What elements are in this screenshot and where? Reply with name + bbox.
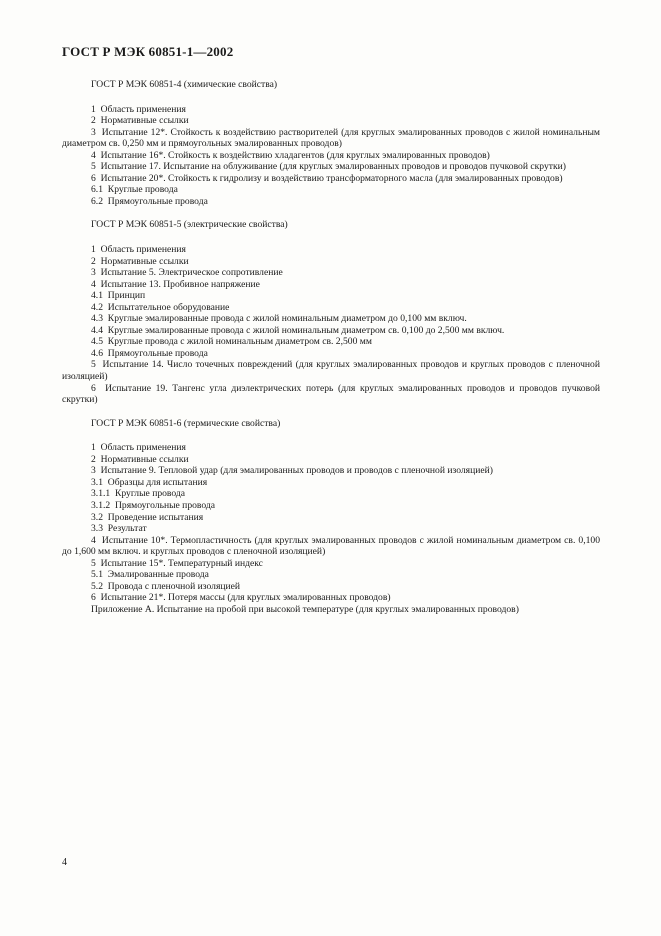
list-item: 2 Нормативные ссылки — [91, 453, 189, 465]
section-title: ГОСТ Р МЭК 60851-5 (электрические свойства) — [91, 219, 288, 231]
list-item: 4.4 Круглые эмалированные провода с жилой номинальным диаметром св. 0,100 до 2,500 мм включ. — [91, 324, 505, 336]
list-item: 6.2 Прямоугольные провода — [91, 195, 208, 207]
list-item: 3 Испытание 9. Тепловой удар (для эмалированных проводов и проводов с пленочной изоляцией) — [91, 465, 493, 477]
list-item: 5 Испытание 14. Число точечных повреждений (для круглых эмалированных проводов и круглых проводов с пленочной изоляцией) — [62, 359, 603, 383]
list-item: 4 Испытание 13. Пробивное напряжение — [91, 278, 260, 290]
list-item: 4 Испытание 10*. Термопластичность (для круглых эмалированных проводов с жилой номинальным диаметром св. 0,100 до 1,600 мм включ. и круглых проводов с пленочной изоляцией) — [62, 534, 603, 558]
list-item: 5 Испытание 15*. Температурный индекс — [91, 557, 263, 569]
list-item: 2 Нормативные ссылки — [91, 115, 189, 127]
section-title: ГОСТ Р МЭК 60851-6 (термические свойства) — [91, 417, 281, 429]
document-header: ГОСТ Р МЭК 60851-1—2002 — [62, 44, 234, 59]
list-item: 4.5 Круглые провода с жилой номинальным диаметром св. 2,500 мм — [91, 336, 372, 348]
list-item: 6.1 Круглые провода — [91, 184, 178, 196]
list-item: 3.3 Результат — [91, 523, 147, 535]
list-item: 5.2 Провода с пленочной изоляцией — [91, 580, 241, 592]
page-number: 4 — [62, 857, 67, 868]
section-title: ГОСТ Р МЭК 60851-4 (химические свойства) — [91, 79, 278, 90]
list-item: 4.6 Прямоугольные провода — [91, 347, 208, 359]
list-item: 5 Испытание 17. Испытание на облуживание (для круглых эмалированных проводов и проводов пучковой скрутки) — [91, 161, 566, 173]
list-item: 3.1 Образцы для испытания — [91, 476, 208, 488]
list-item: 5.1 Эмалированные провода — [91, 569, 209, 581]
list-item: 6 Испытание 20*. Стойкость к гидролизу и воздействию трансформаторного масла (для эмалированных проводов) — [91, 172, 563, 184]
list-item: 3.1.2 Прямоугольные провода — [91, 499, 216, 511]
list-item: 3.2 Проведение испытания — [91, 511, 204, 523]
list-item: 3.1.1 Круглые провода — [91, 488, 186, 500]
list-item: 4.2 Испытательное оборудование — [91, 301, 230, 313]
list-item: 6 Испытание 19. Тангенс угла диэлектрических потерь (для круглых эмалированных проводов и проводов пучковой скрутки) — [62, 382, 603, 406]
list-item: 1 Область применения — [91, 442, 186, 454]
list-item: Приложение А. Испытание на пробой при высокой температуре (для круглых эмалированных проводов) — [91, 603, 519, 615]
list-item: 6 Испытание 21*. Потеря массы (для круглых эмалированных проводов) — [91, 592, 391, 604]
list-item: 1 Область применения — [91, 103, 186, 115]
list-item: 1 Область применения — [91, 244, 186, 256]
list-item: 2 Нормативные ссылки — [91, 255, 189, 267]
list-item: 4.3 Круглые эмалированные провода с жилой номинальным диаметром до 0,100 мм включ. — [91, 313, 467, 325]
list-item: 3 Испытание 12*. Стойкость к воздействию растворителей (для круглых эмалированных проводов с жилой номинальным диаметром св. 0,250 мм и прямоугольных эмалированных проводов) — [62, 126, 603, 150]
list-item: 4 Испытание 16*. Стойкость к воздействию хладагентов (для круглых эмалированных проводов) — [91, 149, 490, 161]
list-item: 3 Испытание 5. Электрическое сопротивление — [91, 267, 283, 279]
list-item: 4.1 Принцип — [91, 290, 146, 302]
document-body — [62, 79, 603, 615]
